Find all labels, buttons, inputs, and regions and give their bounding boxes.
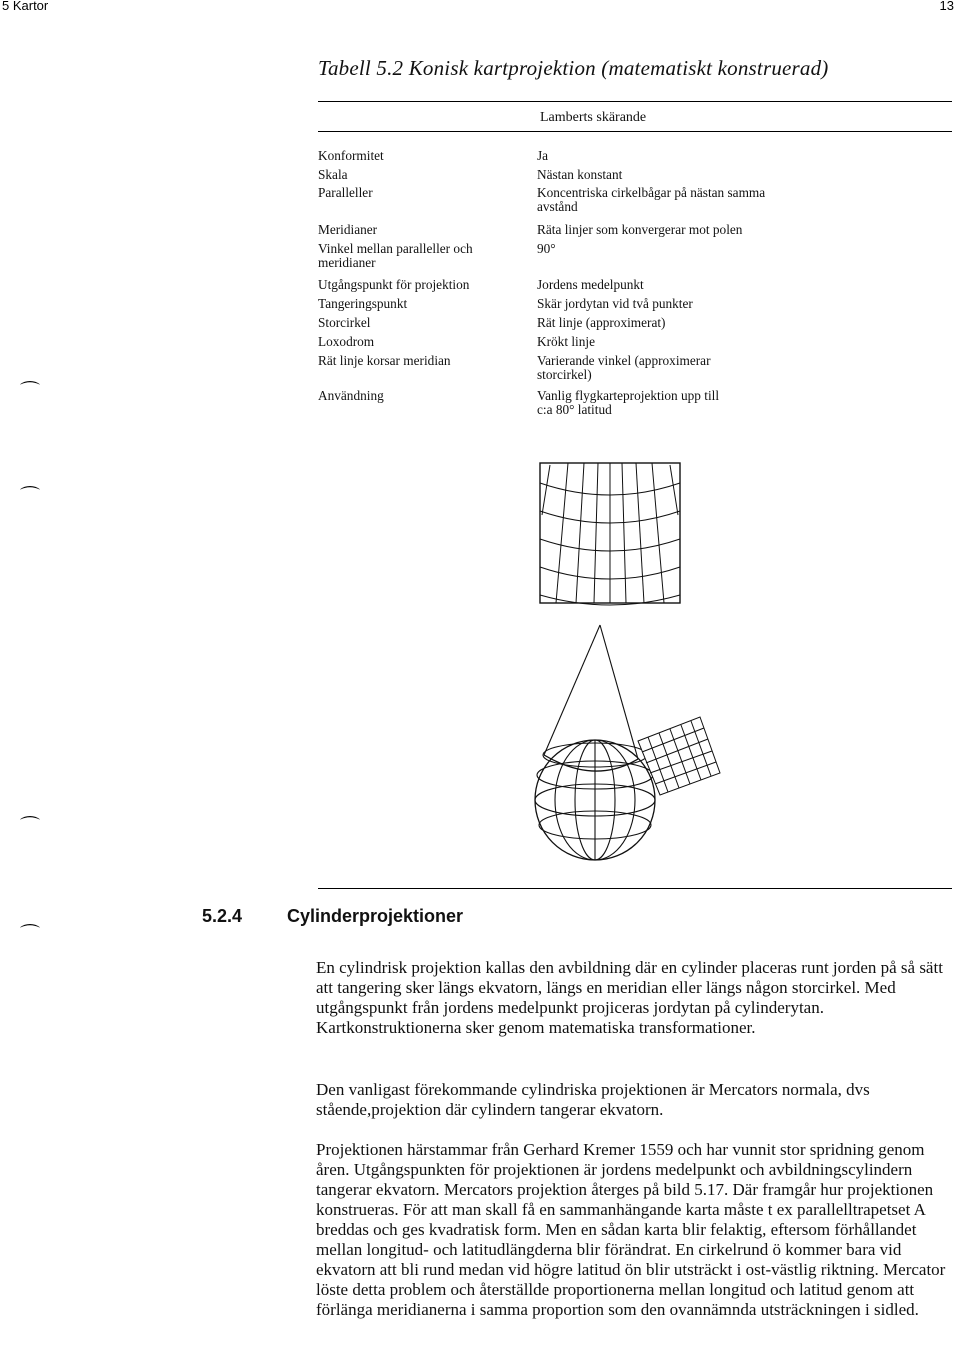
row-label: Storcirkel xyxy=(318,315,371,330)
header-rule xyxy=(318,131,952,132)
row-value: 90° xyxy=(537,241,556,256)
paragraph: Projektionen härstammar från Gerhard Kremer 1559 och har vunnit stor spridning genom åren. Utgångspunkten för projektionen är jordens medelpunkt och avbildningscylindern tangerar ekvatorn. Mercators projektion återges på bild 5.17. Där framgår hur projektionen konstrueras. För att man skall få en sammanhängande karta måste t ex parallelltrapetset A breddas och ges kvadratisk form. Men en sådan karta blir felaktig, eftersom förhållandet mellan longitud- och latitudlängderna blir förändrat. En cirkelrund ö kommer bara vid ekvatorn att bli rund medan vid högre latitud ön blir utsträckt i ost-västlig riktning. Mercator löste detta problem och återställde proportionerna mellan longitud och latitud genom att förlänga meridianerna i samma proportion som den ovannämnda utsträckningen i sidled. xyxy=(316,1140,946,1319)
row-label: Paralleller xyxy=(318,185,373,200)
paragraph: En cylindrisk projektion kallas den avbildning där en cylinder placeras runt jorden på så sätt att tangering sker längs ekvatorn, längs en meridian eller längs någon storcirkel. Med utgångspunkt från jordens medelpunkt projiceras jordytan på cylinderytan. Kartkonstruktionerna sker genom matematiska transformationer. xyxy=(316,958,943,1037)
paragraph: Den vanligast förekommande cylindriska projektionen är Mercators normala, dvs stående,projektion där cylindern tangerar ekvatorn. xyxy=(316,1080,870,1119)
row-value: Nästan konstant xyxy=(537,167,623,182)
column-heading: Lamberts skärande xyxy=(540,110,647,125)
row-label: Användning xyxy=(318,388,384,403)
row-label: Meridianer xyxy=(318,222,378,237)
section-number: 5.2.4 xyxy=(202,906,243,926)
row-value: Skär jordytan vid två punkter xyxy=(537,296,693,311)
section-title: Cylinderprojektioner xyxy=(287,906,464,926)
figure-rule xyxy=(318,888,952,889)
row-label: Tangeringspunkt xyxy=(318,296,408,311)
row-value: Ja xyxy=(537,148,549,163)
row-label: Utgångspunkt för projektion xyxy=(318,277,470,292)
row-value: Vanlig flygkarteprojektion upp till c:a 80° latitud xyxy=(537,388,720,417)
margin-mark: ⌒ xyxy=(20,816,40,838)
row-value: Koncentriska cirkelbågar på nästan samma avstånd xyxy=(537,185,766,214)
row-value: Räta linjer som konvergerar mot polen xyxy=(537,222,743,237)
row-value: Krökt linje xyxy=(537,334,595,349)
unrolled-cone-grid xyxy=(638,717,720,795)
row-value: Varierande vinkel (approximerar storcirkel) xyxy=(537,353,711,382)
conic-projection-illustration xyxy=(520,455,760,895)
conic-map-grid xyxy=(540,463,680,605)
margin-mark: ⌒ xyxy=(20,381,40,403)
row-label: Skala xyxy=(318,167,348,182)
row-label: Rät linje korsar meridian xyxy=(318,353,451,368)
margin-mark: ⌒ xyxy=(20,924,40,946)
table-caption: Tabell 5.2 Konisk kartprojektion (matematiskt konstruerad) xyxy=(318,56,829,80)
margin-mark: ⌒ xyxy=(20,486,40,508)
caption-rule xyxy=(318,101,952,102)
page-number: 13 xyxy=(939,0,954,13)
row-value: Rät linje (approximerat) xyxy=(537,315,666,330)
row-label: Vinkel mellan paralleller och meridianer xyxy=(318,241,473,270)
row-label: Konformitet xyxy=(318,148,384,163)
row-label: Loxodrom xyxy=(318,334,375,349)
cone-and-globe xyxy=(535,625,655,860)
row-value: Jordens medelpunkt xyxy=(537,277,644,292)
running-header-chapter: 5 Kartor xyxy=(2,0,49,13)
